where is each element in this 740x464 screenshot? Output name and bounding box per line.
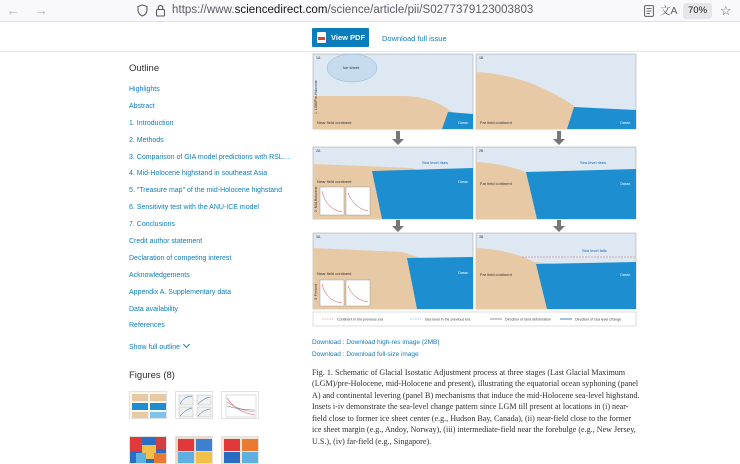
browser-toolbar — [0, 0, 740, 22]
arrow-down-icon — [392, 131, 404, 145]
figures-heading: Figures (8) — [129, 370, 175, 381]
outline-item[interactable]: Acknowledgements — [129, 271, 190, 279]
row-label-1: 1. LGM/Pre-Holocene — [314, 80, 318, 114]
url-host: sciencedirect.com — [234, 4, 328, 16]
legend-item: Sea level in the previous era — [425, 317, 471, 322]
ice-sheet-label: Ice sheet — [343, 65, 360, 70]
ocean-label: Ocean — [620, 182, 631, 186]
thumbnail-image — [130, 437, 167, 464]
outline-item[interactable]: Declaration of competing interest — [129, 254, 232, 262]
ocean-label: Ocean — [458, 180, 469, 184]
outline-item[interactable]: 1. Introduction — [129, 119, 174, 127]
near-field-label: Near field continent — [317, 179, 352, 184]
outline-item[interactable]: 2. Methods — [129, 136, 164, 144]
inset-i — [320, 187, 344, 215]
thumbnail-image — [222, 392, 259, 419]
legend-item: Direction of land deformation — [505, 317, 551, 322]
outline-item[interactable]: References — [129, 322, 165, 330]
near-field-label: Near field continent — [317, 271, 352, 276]
view-pdf-label: View PDF — [331, 33, 366, 42]
figure-1[interactable] — [312, 52, 638, 331]
url-prefix: https://www. — [172, 4, 235, 16]
ocean-label: Ocean — [620, 273, 631, 277]
arrow-down-icon — [553, 220, 565, 232]
outline-item[interactable]: 5. "Treasure map" of the mid-Holocene highstand — [129, 187, 282, 195]
download-full-issue-link[interactable]: Download full issue — [382, 34, 447, 43]
chevron-down-icon — [183, 341, 190, 348]
thumbnail-image — [176, 392, 213, 419]
download-full-size-link[interactable]: Download : Download full-size image — [312, 351, 419, 358]
show-full-outline-button[interactable] — [129, 344, 189, 351]
figure-caption: Fig. 1. Schematic of Glacial Isostatic Adjustment process at three stages (Last Glacial Maximum (LGM)/pre-Holocene, mid-Holocene and present), illustrating the equatorial ocean syphoning (panel A) and continental levering (panel B) mechanisms that induce the mid-Holocene sea-level highstand. Insets i-iv demonstrate the sea-level change pattern since LGM till present at locations in (i) near-field close to former ice sheet center (e.g., Hudson Bay, Canada), (ii) near-field close to the former ice sheet margin (e.g., Andoy, Norway), (iii) intermediate-field near the forebulge (e.g., New Jersey, U.S.), (iv) far-field (e.g., Singapore). — [312, 368, 640, 446]
thumbnail-image — [222, 437, 259, 464]
far-field-label: Far field continent — [480, 181, 512, 186]
figure-thumbnail[interactable] — [221, 436, 259, 464]
row-label-2: 2. Mid-Holocene — [314, 186, 318, 212]
figure-thumbnail[interactable] — [129, 436, 167, 464]
sea-level-rises-label: Sea level rises — [580, 160, 607, 165]
ocean-2b — [526, 169, 636, 219]
ocean-1b — [567, 107, 636, 129]
row-label-3: 3. Present — [314, 284, 318, 300]
ocean-label: Ocean — [458, 121, 469, 125]
thumbnail-image — [176, 437, 213, 464]
far-field-label: Far field continent — [480, 120, 512, 125]
arrow-right-icon[interactable]: → — [34, 2, 48, 18]
ocean-3b — [536, 262, 636, 309]
pdf-icon — [317, 32, 326, 43]
arrow-left-icon[interactable]: ← — [6, 2, 20, 18]
article-header-bar — [0, 22, 740, 52]
thumbnail-image — [130, 392, 167, 419]
reader-view-icon[interactable] — [644, 5, 654, 17]
far-field-label: Far field continent — [480, 272, 512, 277]
legend-item: Direction of sea level change — [575, 317, 622, 322]
view-pdf-button[interactable] — [312, 28, 369, 47]
panel-label-3a: 3A — [316, 235, 321, 239]
sea-level-rises-label: Sea level rises — [422, 160, 449, 165]
outline-item[interactable]: 3. Comparison of GIA model predictions with RSL… — [129, 153, 290, 161]
outline-item[interactable]: 4. Mid-Holocene highstand in southeast Asia — [129, 170, 268, 178]
download-high-res-link[interactable]: Download : Download high-res image (2MB) — [312, 339, 440, 346]
panel-label-1a: 1A — [316, 56, 321, 60]
figure-download-links — [312, 337, 440, 361]
ocean-label: Ocean — [458, 271, 469, 275]
figure-thumbnail[interactable] — [129, 391, 167, 419]
lock-icon[interactable] — [155, 4, 166, 17]
arrow-down-icon — [392, 220, 404, 232]
legend-item: Continent in the previous era — [337, 317, 383, 322]
outline-heading: Outline — [129, 63, 160, 74]
outline-item[interactable]: 7. Conclusions — [129, 221, 175, 229]
outline-item[interactable]: Highlights — [129, 86, 160, 93]
outline-item[interactable]: 6. Sensitivity test with the ANU-ICE model — [129, 204, 259, 212]
panel-label-3b: 3B — [479, 235, 484, 239]
figure-thumbnail[interactable] — [175, 436, 213, 464]
panel-label-2b: 2B — [479, 149, 484, 153]
outline-item[interactable]: Appendix A. Supplementary data — [129, 288, 231, 296]
near-field-label: Near field continent — [317, 120, 352, 125]
sea-level-falls-label: Sea level falls — [582, 248, 607, 253]
inset-iv — [346, 280, 370, 306]
outline-item[interactable]: Credit author statement — [129, 238, 203, 246]
shield-icon[interactable] — [137, 4, 148, 17]
show-full-outline-label: Show full outline — [129, 344, 180, 351]
url-path: /science/article/pii/S0277379123003803 — [327, 4, 534, 16]
zoom-level[interactable]: 70% — [683, 3, 712, 19]
address-bar[interactable] — [172, 4, 533, 16]
bookmark-star-icon[interactable]: ☆ — [720, 3, 732, 18]
ocean-2a — [372, 168, 473, 219]
outline-item[interactable]: Abstract — [129, 102, 155, 110]
outline-item[interactable]: Data availability — [129, 305, 179, 313]
inset-iii — [320, 280, 344, 306]
outline-list — [129, 84, 299, 337]
arrow-down-icon — [553, 131, 565, 145]
translate-icon[interactable]: 文A — [660, 5, 678, 17]
panel-label-1b: 1B — [479, 56, 484, 60]
figure-thumbnail[interactable] — [221, 391, 259, 419]
ocean-3a — [407, 257, 473, 309]
figure-thumbnail[interactable] — [175, 391, 213, 419]
figure-1-diagram — [312, 52, 638, 331]
panel-label-2a: 2A — [316, 149, 321, 153]
ocean-label: Ocean — [620, 121, 631, 125]
